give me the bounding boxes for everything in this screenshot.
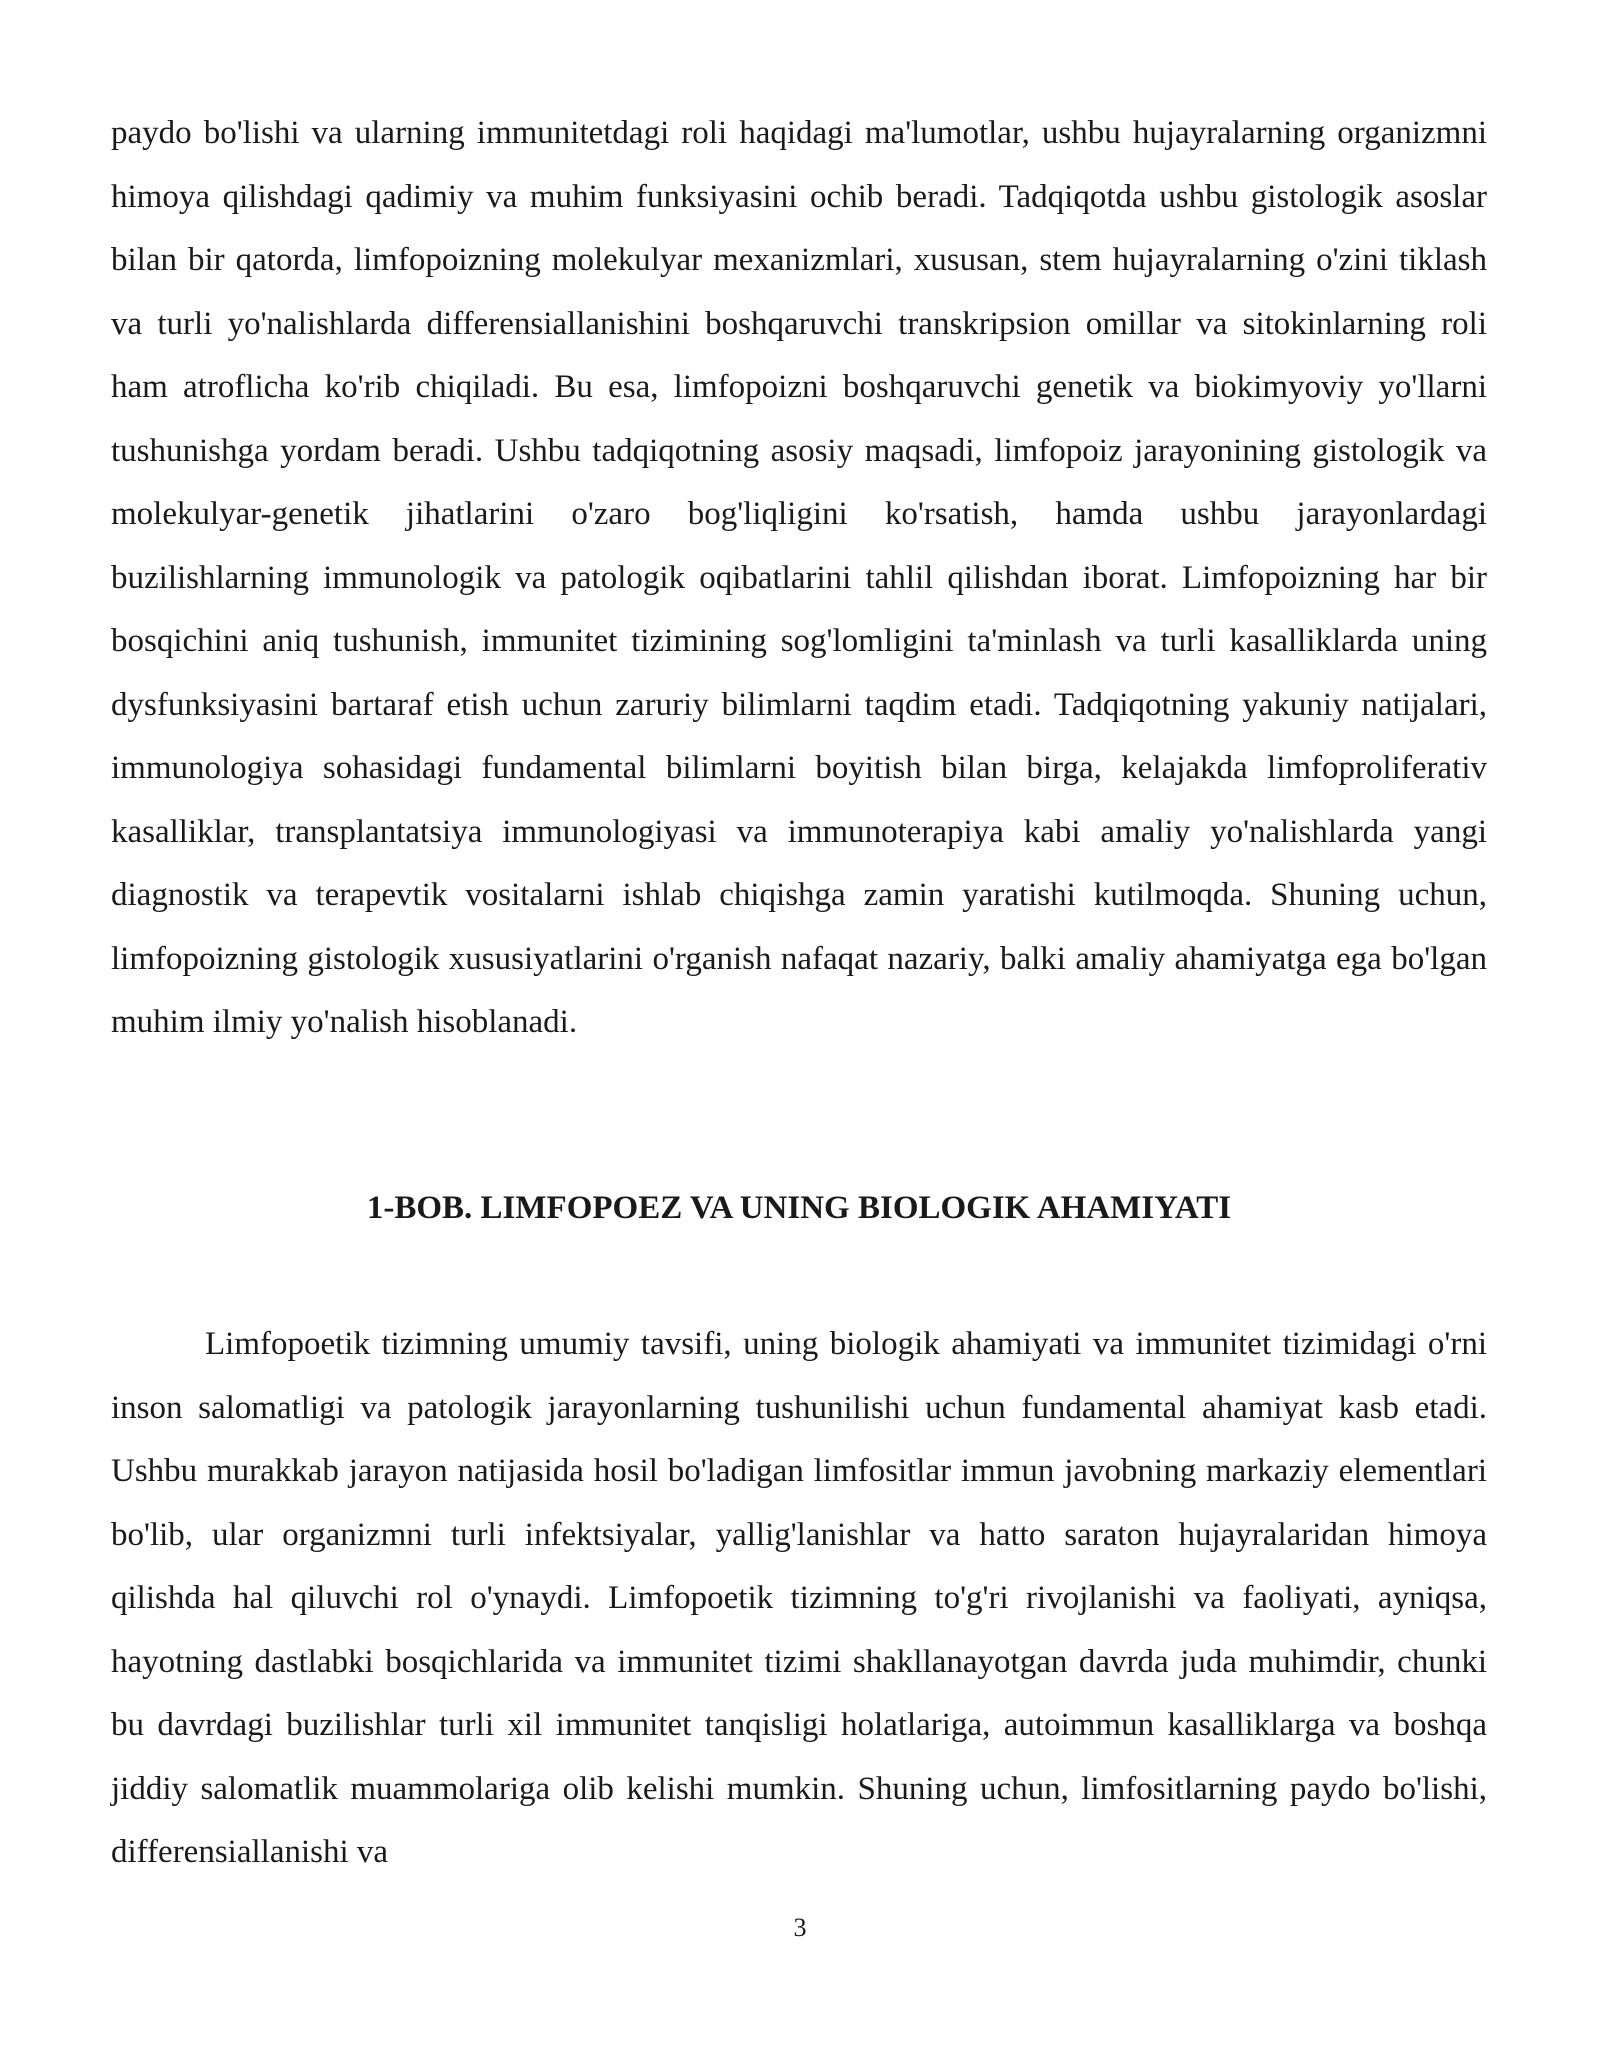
- body-paragraph: paydo bo'lishi va ularning immunitetdagi roli haqidagi ma'lumotlar, ushbu hujayralarning organizmni himoya qilishdagi qadimiy va muhim funksiyasini ochib beradi. Tadqiqotda ushbu gistologik asoslar bilan bir qatorda, limfopoizning molekulyar mexanizmlari, xususan, stem hujayralarning o'zini tiklash va turli yo'nalishlarda differensiallanishini boshqaruvchi transkripsion omillar va sitokinlarning roli ham atroflicha ko'rib chiqiladi. Bu esa, limfopoizni boshqaruvchi genetik va biokimyoviy yo'llarni tushunishga yordam beradi. Ushbu tadqiqotning asosiy maqsadi, limfopoiz jarayonining gistologik va molekulyar-genetik jihatlarini o'zaro bog'liqligini ko'rsatish, hamda ushbu jarayonlardagi buzilishlarning immunologik va patologik oqibatlarini tahlil qilishdan iborat. Limfopoizning har bir bosqichini aniq tushunish, immunitet tizimining sog'lomligini ta'minlash va turli kasalliklarda uning dysfunksiyasini bartaraf etish uchun zaruriy bilimlarni taqdim etadi. Tadqiqotning yakuniy natijalari, immunologiya sohasidagi fundamental bilimlarni boyitish bilan birga, kelajakda limfoproliferativ kasalliklar, transplantatsiya immunologiyasi va immunoterapiya kabi amaliy yo'nalishlarda yangi diagnostik va terapevtik vositalarni ishlab chiqishga zamin yaratishi kutilmoqda. Shuning uchun, limfopoizning gistologik xususiyatlarini o'rganish nafaqat nazariy, balki amaliy ahamiyatga ega bo'lgan muhim ilmiy yo'nalish hisoblanadi.: [111, 115, 1487, 1040]
- chapter-heading: 1-BOB. LIMFOPOEZ VA UNING BIOLOGIK AHAMIYATI: [366, 1190, 1232, 1226]
- page-number: 3: [793, 1913, 807, 1942]
- body-paragraph-indented: Limfopoetik tizimning umumiy tavsifi, uning biologik ahamiyati va immunitet tizimidagi o'rni inson salomatligi va patologik jarayonlarning tushunilishi uchun fundamental ahamiyat kasb etadi. Ushbu murakkab jarayon natijasida hosil bo'ladigan limfositlar immun javobning markaziy elementlari bo'lib, ular organizmni turli infektsiyalar, yallig'lanishlar va hatto saraton hujayralaridan himoya qilishda hal qiluvchi rol o'ynaydi. Limfopoetik tizimning to'g'ri rivojlanishi va faoliyati, ayniqsa, hayotning dastlabki bosqichlarida va immunitet tizimi shakllanayotgan davrda juda muhimdir, chunki bu davrdagi buzilishlar turli xil immunitet tanqisligi holatlariga, autoimmun kasalliklarga va boshqa jiddiy salomatlik muammolariga olib kelishi mumkin. Shuning uchun, limfositlarning paydo bo'lishi, differensiallanishi va: [111, 1326, 1487, 1870]
